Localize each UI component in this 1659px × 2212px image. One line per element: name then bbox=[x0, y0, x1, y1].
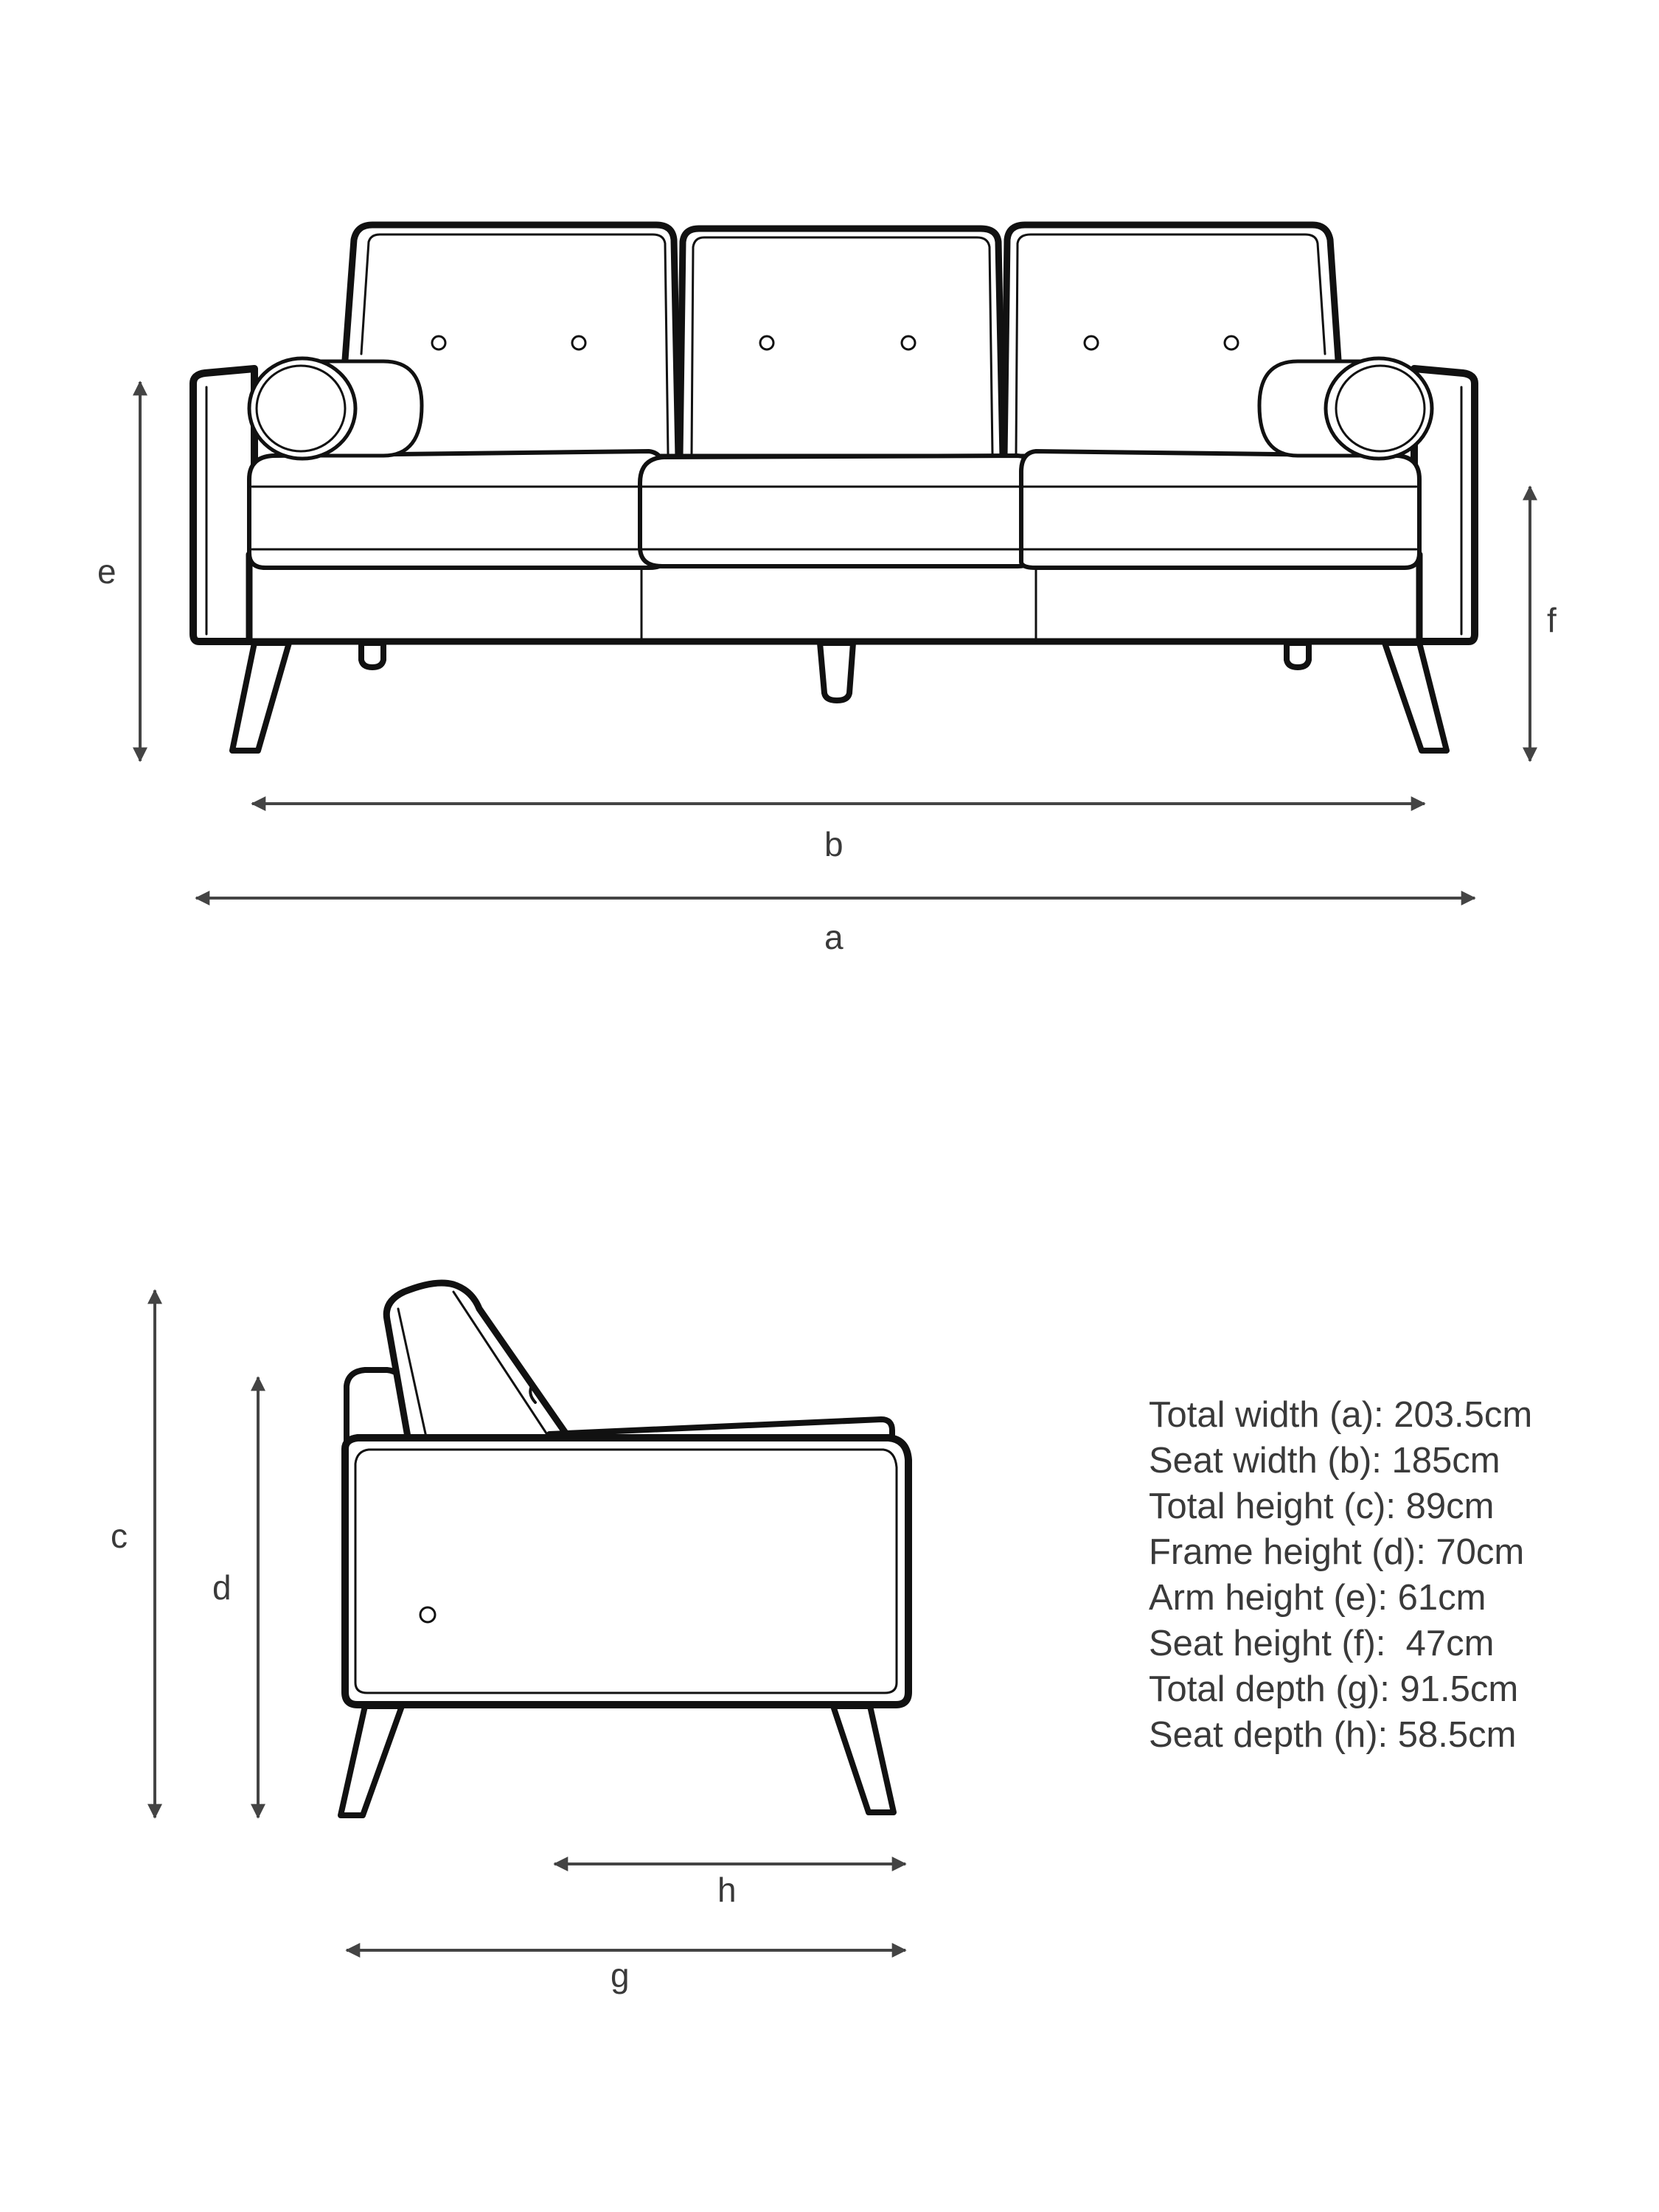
left-bolster-pillow bbox=[249, 358, 422, 459]
spec-seat-height: Seat height (f): 47cm bbox=[1149, 1624, 1495, 1663]
spec-frame-height: Frame height (d): 70cm bbox=[1149, 1532, 1525, 1572]
spec-total-width: Total width (a): 203.5cm bbox=[1149, 1395, 1533, 1435]
spec-total-height: Total height (c): 89cm bbox=[1149, 1486, 1495, 1526]
spec-total-depth: Total depth (g): 91.5cm bbox=[1149, 1669, 1519, 1709]
label-d: d bbox=[212, 1568, 232, 1607]
label-f: f bbox=[1547, 601, 1557, 639]
label-h: h bbox=[717, 1871, 737, 1909]
label-e: e bbox=[97, 552, 116, 591]
left-arm bbox=[193, 369, 254, 641]
label-b: b bbox=[824, 825, 844, 863]
right-bolster-pillow bbox=[1259, 358, 1432, 459]
spec-arm-height: Arm height (e): 61cm bbox=[1149, 1578, 1486, 1618]
side-legs bbox=[341, 1706, 894, 1815]
back-cushions bbox=[343, 225, 1338, 457]
label-g: g bbox=[611, 1956, 630, 1994]
side-back-cushion bbox=[386, 1283, 571, 1445]
label-a: a bbox=[824, 918, 844, 956]
side-tufting-button bbox=[420, 1607, 435, 1622]
dimension-spec-list bbox=[1149, 1392, 1532, 1758]
sofa-front-view bbox=[193, 225, 1475, 751]
sofa-legs bbox=[232, 643, 1447, 751]
spec-seat-depth: Seat depth (h): 58.5cm bbox=[1149, 1715, 1517, 1755]
spec-seat-width: Seat width (b): 185cm bbox=[1149, 1441, 1500, 1481]
label-c: c bbox=[111, 1517, 128, 1555]
sofa-side-view bbox=[341, 1283, 908, 1815]
side-body bbox=[345, 1438, 908, 1705]
